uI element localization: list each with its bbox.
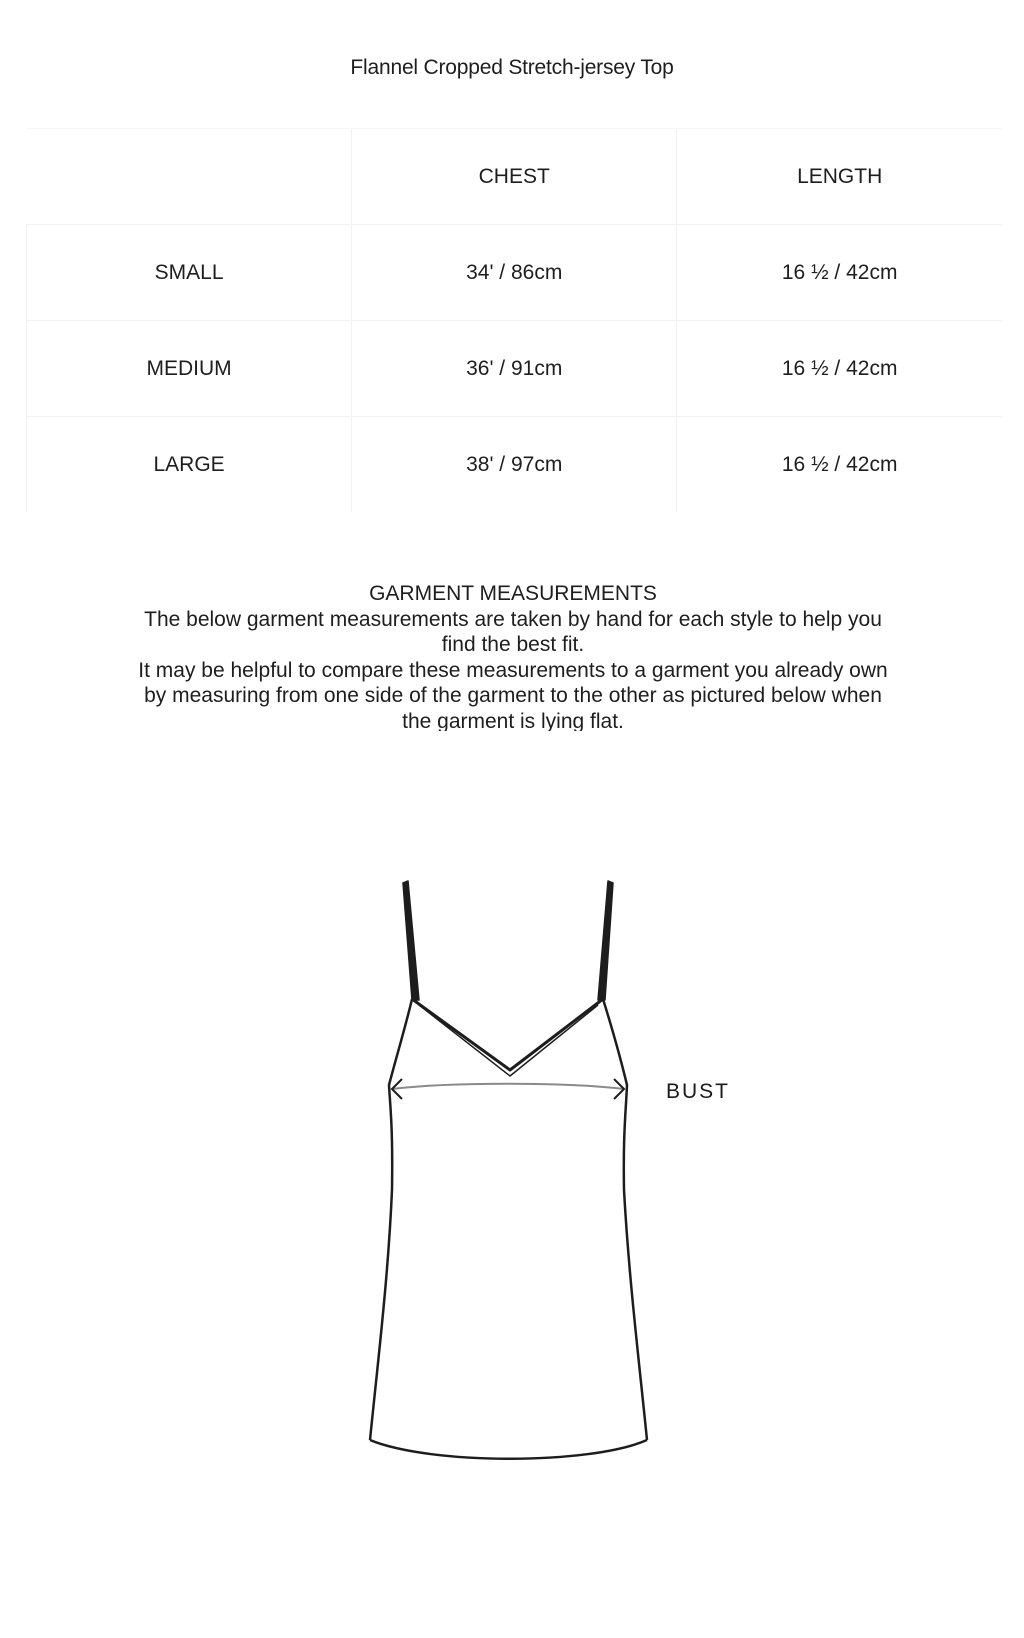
size-name-cell: MEDIUM xyxy=(27,321,352,417)
table-row xyxy=(27,417,1003,513)
table-row xyxy=(27,321,1003,417)
size-chart-table xyxy=(26,128,1002,512)
product-title: Flannel Cropped Stretch-jersey Top xyxy=(350,56,674,79)
right-side-seam xyxy=(603,999,647,1440)
chest-value-cell: 34' / 86cm xyxy=(352,225,677,321)
neckline-outer xyxy=(412,999,603,1070)
size-name-cell: LARGE xyxy=(27,417,352,513)
table-header-cell-empty xyxy=(27,129,352,225)
measurement-info xyxy=(136,581,890,731)
table-header-chest: CHEST xyxy=(352,129,677,225)
camisole-outline-icon xyxy=(340,870,760,1480)
table-header-row xyxy=(27,129,1003,225)
chest-value-cell: 36' / 91cm xyxy=(352,321,677,417)
left-side-seam xyxy=(370,999,412,1440)
bust-measure-line xyxy=(392,1084,624,1089)
length-value-cell: 16 ½ / 42cm xyxy=(677,321,1002,417)
length-value-cell: 16 ½ / 42cm xyxy=(677,417,1002,513)
neckline-inner xyxy=(419,1005,598,1076)
chest-value-cell: 38' / 97cm xyxy=(352,417,677,513)
table-header-length: LENGTH xyxy=(677,129,1002,225)
right-strap xyxy=(598,881,613,1000)
size-name-cell: SMALL xyxy=(27,225,352,321)
hem xyxy=(370,1440,647,1459)
table-row xyxy=(27,225,1003,321)
measurements-paragraph-1: The below garment measurements are taken by hand for each style to help you find the best fit. xyxy=(144,607,882,656)
measurements-heading: GARMENT MEASUREMENTS xyxy=(369,582,657,605)
left-strap xyxy=(403,881,419,1000)
bust-label: BUST xyxy=(666,1080,731,1103)
length-value-cell: 16 ½ / 42cm xyxy=(677,225,1002,321)
measurements-paragraph-2: It may be helpful to compare these measurements to a garment you already own by measuring from one side of the garment to the other as pictured below when the garment is lying flat. xyxy=(138,658,888,731)
